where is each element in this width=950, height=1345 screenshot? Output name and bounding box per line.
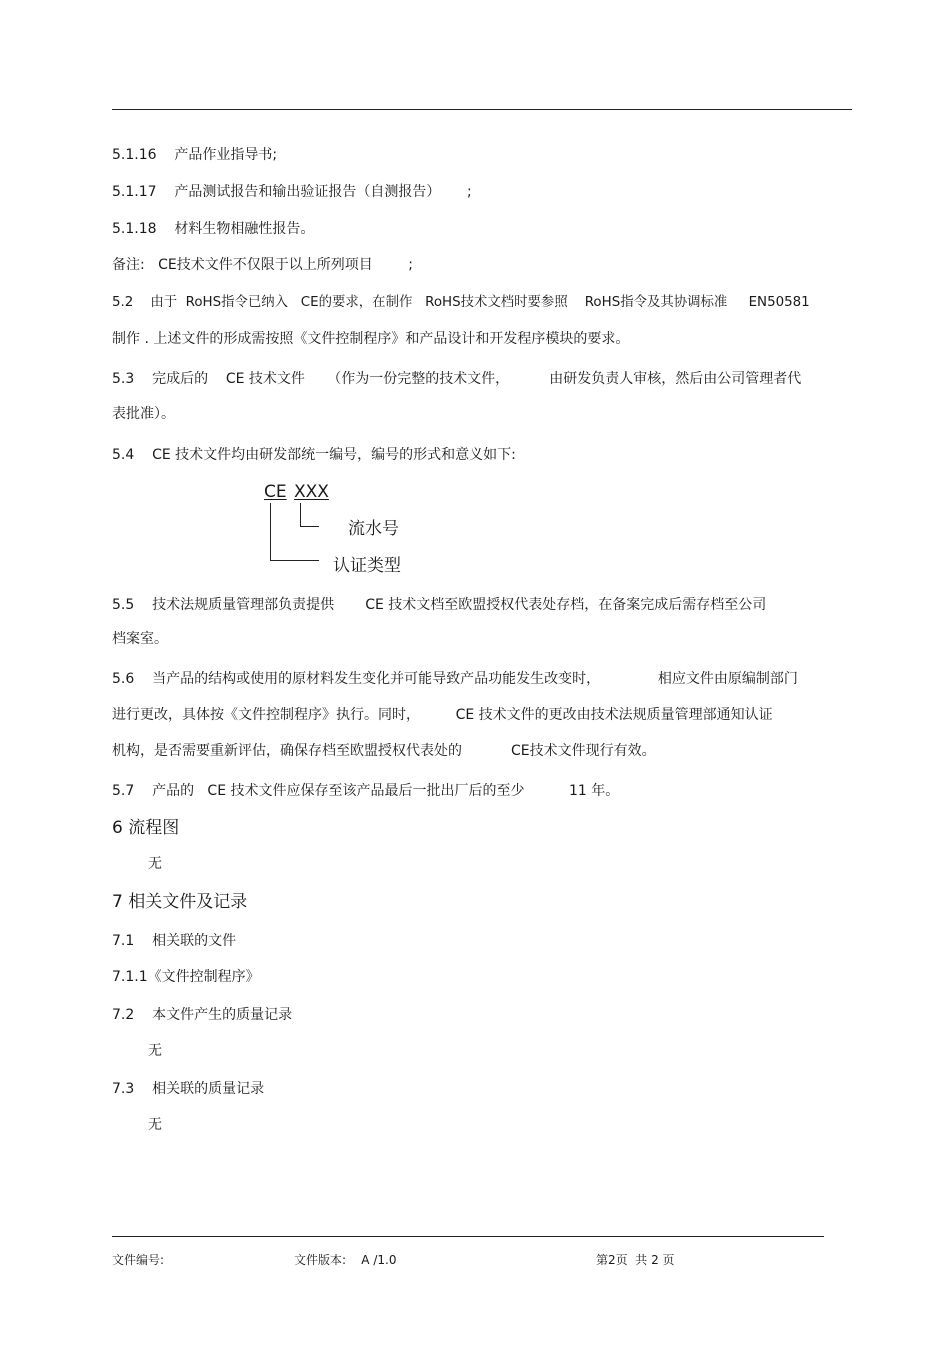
label-certification-type: 认证类型	[333, 556, 401, 576]
item-5-2-line1: 5.2 由于 RoHS指令已纳入 CE的要求，在制作 RoHS技术文档时要参照 RoHS指令及其协调标准 EN50581	[112, 295, 810, 310]
item-5-3-line2: 表批准）。	[112, 406, 175, 422]
item-5-5-line2: 档案室。	[112, 631, 168, 647]
item-5-6-line1: 5.6 当产品的结构或使用的原材料发生变化并可能导致产品功能发生改变时， 相应文件由原编制部门	[112, 671, 798, 687]
section-6-heading: 6 流程图	[112, 818, 180, 838]
item-7-2-none: 无	[148, 1043, 162, 1059]
item-7-3-none: 无	[148, 1117, 162, 1133]
item-7-3: 7.3 相关联的质量记录	[112, 1081, 265, 1097]
item-5-1-17: 5.1.17 产品测试报告和输出验证报告（自测报告） ;	[112, 184, 472, 200]
label-serial-number: 流水号	[348, 519, 399, 539]
footer-page: 第2页 共 2 页	[596, 1253, 675, 1267]
footer-version: 文件版本: A /1.0	[294, 1253, 397, 1267]
item-5-5-line1: 5.5 技术法规质量管理部负责提供 CE 技术文档至欧盟授权代表处存档，在备案完成后需存档至公司	[112, 597, 767, 613]
item-5-6-line2: 进行更改，具体按《文件控制程序》执行。同时， CE 技术文件的更改由技术法规质量管理部通知认证	[112, 707, 773, 723]
item-5-1-18: 5.1.18 材料生物相融性报告。	[112, 221, 315, 237]
footer-doc-number: 文件编号:	[112, 1253, 165, 1267]
item-5-3-line1: 5.3 完成后的 CE 技术文件 （作为一份完整的技术文件， 由研发负责人审核，然后由公司管理者代	[112, 371, 802, 387]
code-suffix: XXX	[294, 482, 329, 502]
type-bracket	[270, 503, 319, 561]
section-6-none: 无	[148, 856, 162, 872]
item-7-2: 7.2 本文件产生的质量记录	[112, 1007, 293, 1023]
footer-rule	[112, 1236, 824, 1237]
item-7-1-1: 7.1.1《文件控制程序》	[112, 969, 260, 985]
item-5-7: 5.7 产品的 CE 技术文件应保存至该产品最后一批出厂后的至少 11 年。	[112, 783, 620, 799]
header-rule	[112, 109, 852, 110]
note-line: 备注: CE技术文件不仅限于以上所列项目 ;	[112, 257, 414, 273]
item-7-1: 7.1 相关联的文件	[112, 933, 237, 949]
item-5-1-16: 5.1.16 产品作业指导书;	[112, 147, 278, 163]
section-7-heading: 7 相关文件及记录	[112, 892, 248, 912]
item-5-6-line3: 机构，是否需要重新评估，确保存档至欧盟授权代表处的 CE技术文件现行有效。	[112, 743, 656, 759]
code-prefix: CE	[264, 482, 287, 502]
item-5-4: 5.4 CE 技术文件均由研发部统一编号，编号的形式和意义如下:	[112, 447, 516, 463]
item-5-2-line2: 制作 . 上述文件的形成需按照《文件控制程序》和产品设计和开发程序模块的要求。	[112, 331, 630, 347]
